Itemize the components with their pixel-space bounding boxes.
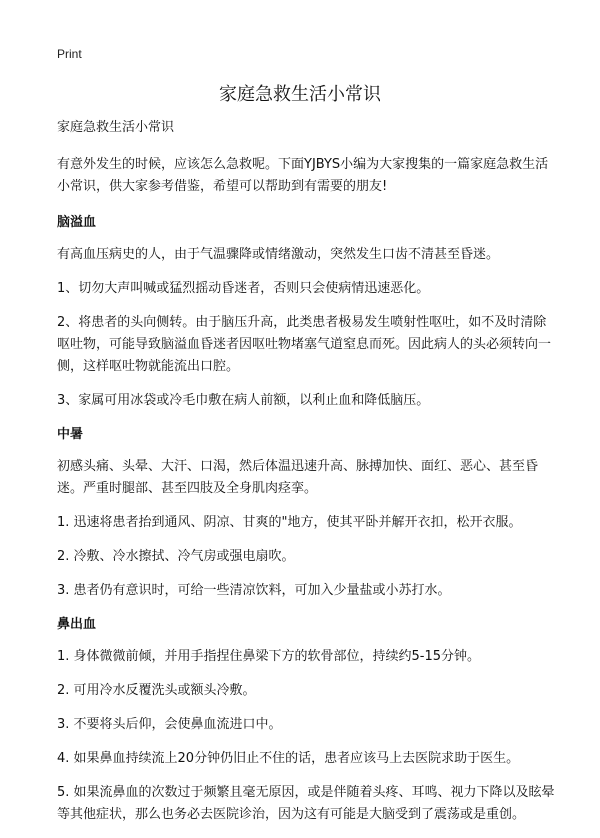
paragraph: 2、将患者的头向侧转。由于脑压升高，此类患者极易发生喷射性呕吐，如不及时清除呕吐物，可能导致脑溢血昏迷者因呕吐物堵塞气道窒息而死。因此病人的头必须转向一侧，这样呕吐物就能流出口腔。 — [57, 315, 552, 374]
paragraph: 2. 可用冷水反覆洗头或额头冷敷。 — [57, 683, 256, 698]
paragraph: 1. 身体微微前倾，并用手指捏住鼻梁下方的软骨部位，持续约5-15分钟。 — [57, 649, 481, 664]
article-subtitle: 家庭急救生活小常识 — [57, 120, 175, 135]
section-heading-heatstroke: 中暑 — [57, 427, 84, 442]
article-body — [57, 119, 557, 838]
paragraph: 有高血压病史的人，由于气温骤降或情绪激动，突然发生口齿不清甚至昏迷。 — [57, 247, 500, 262]
paragraph: 1. 迅速将患者抬到通风、阴凉、甘爽的"地方，使其平卧并解开衣扣，松开衣服。 — [57, 515, 522, 530]
paragraph: 初感头痛、头晕、大汗、口渴，然后体温迅速升高、脉搏加快、面红、恶心、甚至昏迷。严重时腿部、甚至四肢及全身肌肉痉挛。 — [57, 459, 539, 496]
paragraph: 4. 如果鼻血持续流上20分钟仍旧止不住的话，患者应该马上去医院求助于医生。 — [57, 751, 520, 766]
paragraph: 1、切勿大声叫喊或猛烈摇动昏迷者，否则只会使病情迅速恶化。 — [57, 281, 430, 296]
paragraph: 3. 不要将头后仰，会使鼻血流进口中。 — [57, 717, 282, 732]
section-heading-cerebral-hemorrhage: 脑溢血 — [57, 215, 97, 230]
section-heading-nosebleed: 鼻出血 — [57, 617, 97, 632]
print-link[interactable]: Print — [57, 47, 82, 61]
intro-paragraph: 有意外发生的时候，应该怎么急救呢。下面YJBYS小编为大家搜集的一篇家庭急救生活小常识，供大家参考借鉴，希望可以帮助到有需要的朋友! — [57, 157, 549, 194]
paragraph: 5. 如果流鼻血的次数过于频繁且毫无原因，或是伴随着头疼、耳鸣、视力下降以及眩晕等其他症状，那么也务必去医院诊治，因为这有可能是大脑受到了震荡或是重创。 — [57, 785, 555, 822]
page-title: 家庭急救生活小常识 — [219, 84, 381, 105]
paragraph: 2. 冷敷、冷水擦拭、冷气房或强电扇吹。 — [57, 549, 295, 564]
paragraph: 3、家属可用冰袋或冷毛巾敷在病人前额，以利止血和降低脑压。 — [57, 393, 430, 408]
paragraph: 3. 患者仍有意识时，可给一些清凉饮料，可加入少量盐或小苏打水。 — [57, 583, 451, 598]
